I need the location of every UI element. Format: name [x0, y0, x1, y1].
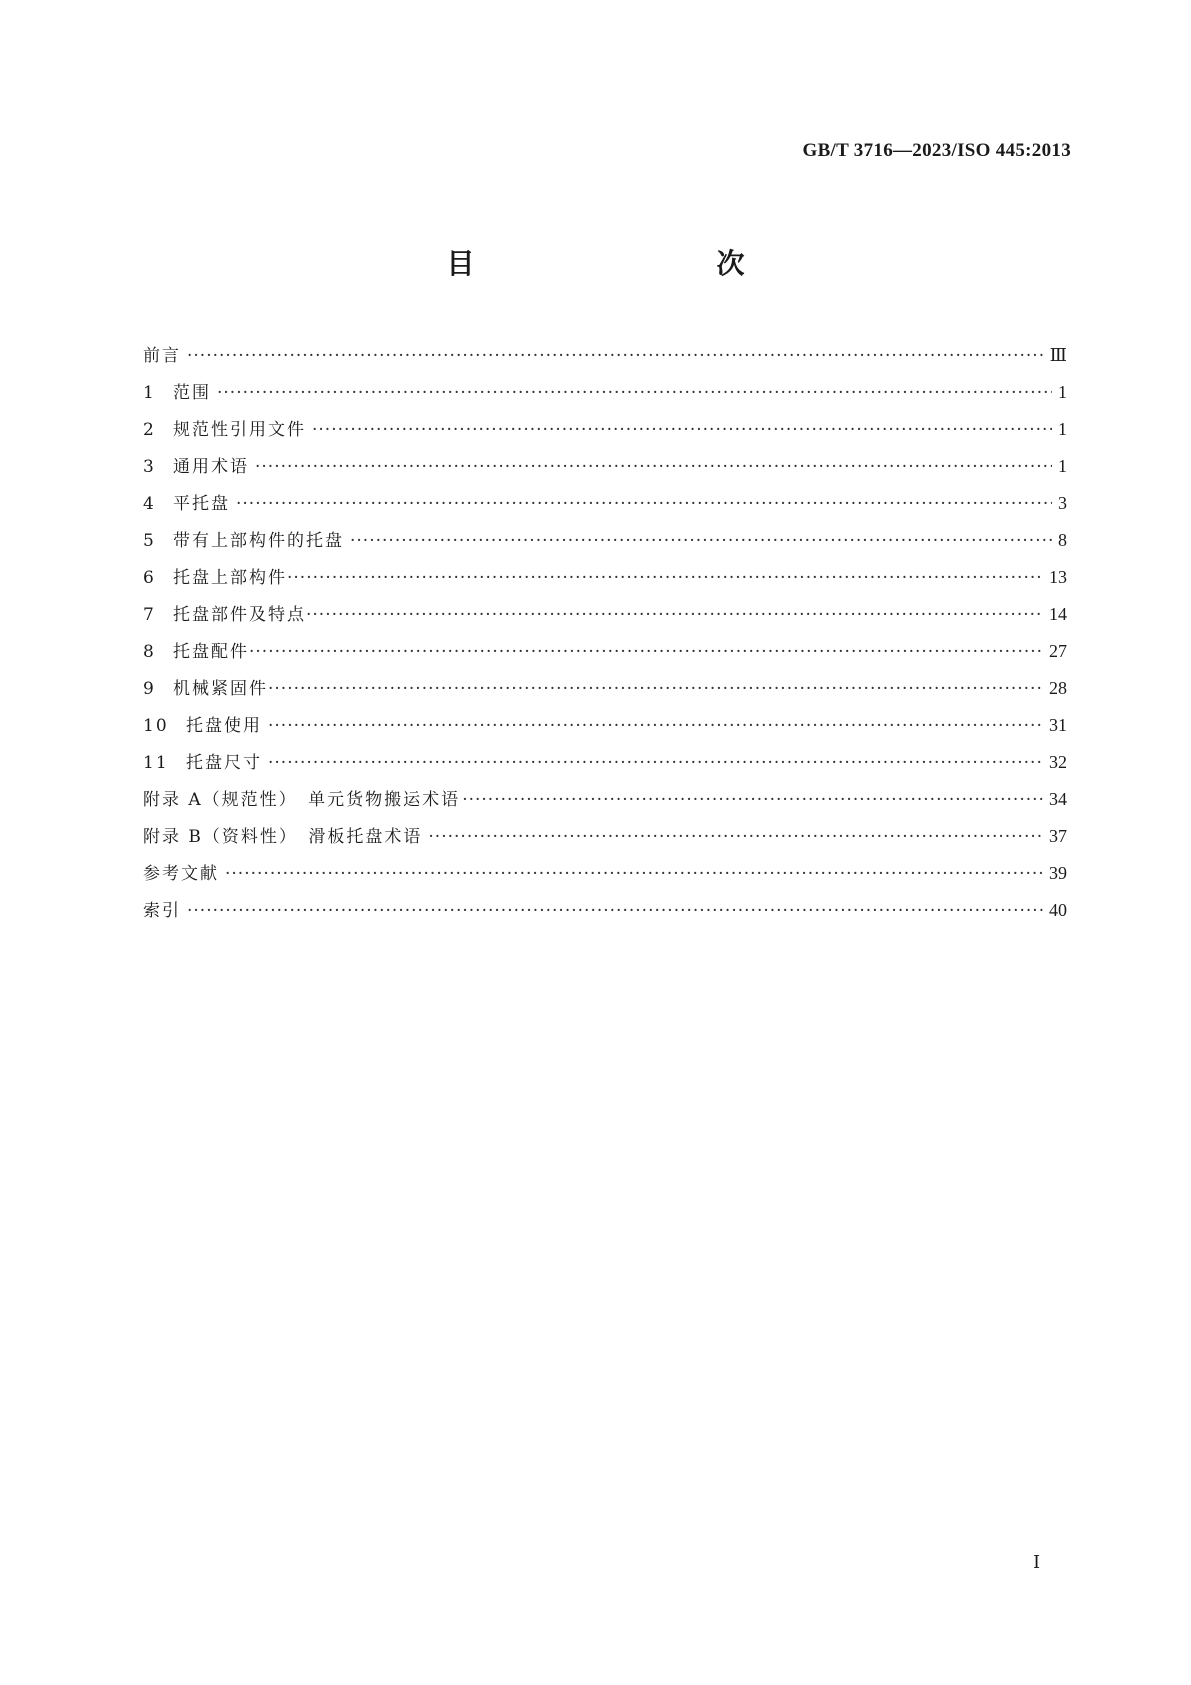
toc-entry-3[interactable] [143, 448, 1067, 485]
toc-entry-number: 2 [143, 420, 156, 440]
toc-entry-page: 32 [1049, 752, 1067, 772]
toc-entry-number: 5 [143, 531, 156, 551]
toc-entry-label: 带有上部构件的托盘 [173, 531, 344, 551]
toc-entry-label: 托盘部件及特点 [173, 605, 306, 625]
toc-leader-dots [428, 819, 1043, 856]
toc-entry-7[interactable] [143, 596, 1067, 633]
toc-entry-annex-b[interactable] [143, 818, 1067, 855]
toc-entry-label: 附录 A（规范性） 单元货物搬运术语 [143, 790, 461, 810]
toc-entry-label: 托盘尺寸 [186, 753, 262, 773]
toc-entry-foreword[interactable] [143, 337, 1067, 374]
toc-leader-dots [225, 856, 1043, 893]
toc-leader-dots [462, 782, 1043, 819]
toc-entry-page: 1 [1058, 419, 1067, 439]
toc-leader-dots [268, 671, 1043, 708]
table-of-contents [143, 337, 1067, 929]
toc-leader-dots [268, 708, 1043, 745]
toc-entry-2[interactable] [143, 411, 1067, 448]
toc-entry-number: 7 [143, 605, 156, 625]
toc-entry-bibliography[interactable] [143, 855, 1067, 892]
toc-entry-page: 34 [1049, 789, 1067, 809]
toc-leader-dots [187, 893, 1043, 930]
toc-entry-10[interactable] [143, 707, 1067, 744]
toc-entry-page: 28 [1049, 678, 1067, 698]
toc-entry-page: 27 [1049, 641, 1067, 661]
toc-leader-dots [350, 523, 1052, 560]
toc-entry-number: 9 [143, 679, 156, 699]
toc-entry-annex-a[interactable] [143, 781, 1067, 818]
toc-entry-page: 1 [1058, 382, 1067, 402]
toc-entry-page: 1 [1058, 456, 1067, 476]
toc-leader-dots [268, 745, 1043, 782]
toc-leader-dots [217, 375, 1052, 412]
toc-entry-label: 范围 [173, 383, 211, 403]
standard-code: GB/T 3716—2023/ISO 445:2013 [802, 140, 1071, 161]
toc-entry-page: 39 [1049, 863, 1067, 883]
toc-entry-label: 索引 [143, 901, 181, 921]
toc-entry-page: 8 [1058, 530, 1067, 550]
toc-entry-page: 31 [1049, 715, 1067, 735]
toc-entry-label: 规范性引用文件 [173, 420, 306, 440]
toc-entry-label: 通用术语 [173, 457, 249, 477]
toc-entry-page: 3 [1058, 493, 1067, 513]
toc-entry-page: 14 [1049, 604, 1067, 624]
toc-leader-dots [312, 412, 1052, 449]
toc-entry-number: 1 [143, 383, 156, 403]
toc-leader-dots [255, 449, 1052, 486]
toc-entry-label: 参考文献 [143, 864, 219, 884]
toc-entry-page: 13 [1049, 567, 1067, 587]
toc-entry-label: 托盘上部构件 [173, 568, 287, 588]
toc-entry-label: 附录 B（资料性） 滑板托盘术语 [143, 827, 423, 847]
toc-leader-dots [187, 338, 1044, 375]
toc-entry-number: 3 [143, 457, 156, 477]
toc-entry-1[interactable] [143, 374, 1067, 411]
toc-entry-page: Ⅲ [1049, 345, 1067, 365]
toc-entry-number: 11 [143, 753, 169, 773]
toc-leader-dots [287, 560, 1043, 597]
toc-entry-4[interactable] [143, 485, 1067, 522]
toc-entry-11[interactable] [143, 744, 1067, 781]
toc-entry-number: 10 [143, 716, 169, 736]
toc-entry-label: 机械紧固件 [173, 679, 268, 699]
toc-leader-dots [236, 486, 1052, 523]
toc-entry-label: 平托盘 [173, 494, 230, 514]
toc-entry-label: 托盘使用 [186, 716, 262, 736]
page-number: Ⅰ [1033, 1552, 1041, 1572]
toc-entry-page: 40 [1049, 900, 1067, 920]
toc-entry-label: 托盘配件 [173, 642, 249, 662]
toc-entry-9[interactable] [143, 670, 1067, 707]
toc-entry-label: 前言 [143, 346, 181, 366]
toc-entry-number: 4 [143, 494, 156, 514]
toc-entry-5[interactable] [143, 522, 1067, 559]
toc-leader-dots [306, 597, 1043, 634]
toc-leader-dots [249, 634, 1043, 671]
toc-entry-page: 37 [1049, 826, 1067, 846]
toc-entry-number: 8 [143, 642, 156, 662]
page-title: 目 次 [446, 247, 807, 280]
toc-entry-8[interactable] [143, 633, 1067, 670]
toc-entry-index[interactable] [143, 892, 1067, 929]
toc-entry-6[interactable] [143, 559, 1067, 596]
toc-entry-number: 6 [143, 568, 156, 588]
